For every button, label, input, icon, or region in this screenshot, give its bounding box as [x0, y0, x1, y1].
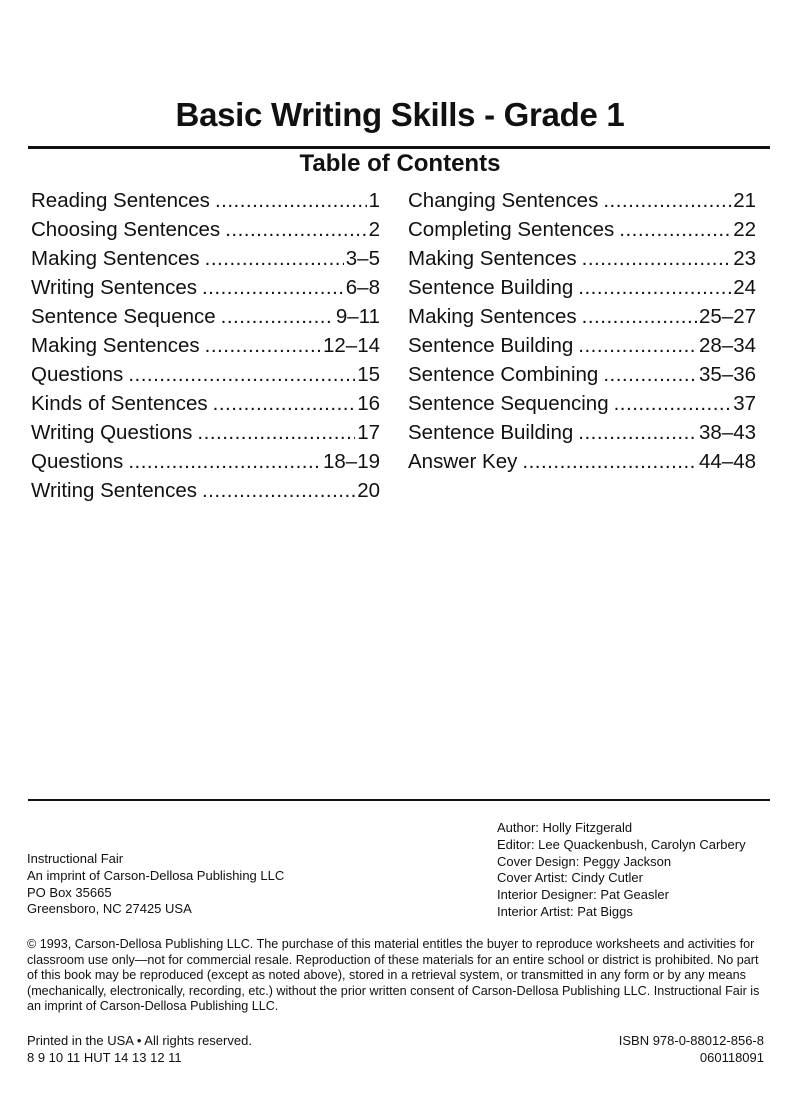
toc-entry-page: 17 — [357, 421, 380, 444]
toc-entry — [408, 305, 756, 334]
credits-list — [497, 820, 746, 921]
toc-entry — [408, 189, 756, 218]
dot-leader — [128, 450, 321, 474]
toc-entry — [31, 479, 380, 508]
dot-leader — [582, 247, 732, 271]
toc-entry-page: 22 — [733, 218, 756, 241]
toc-entry — [408, 334, 756, 363]
toc-entry — [31, 450, 380, 479]
toc-entry — [408, 218, 756, 247]
toc-entry-page: 1 — [368, 189, 380, 212]
credits-divider — [28, 799, 770, 801]
toc-entry-title: Questions — [31, 450, 124, 473]
toc-entry-page: 2 — [368, 218, 380, 241]
product-code: 060118091 — [699, 1049, 764, 1065]
toc-entry — [408, 392, 756, 421]
toc-entry-title: Completing Sentences — [408, 218, 615, 241]
toc-entry — [31, 334, 380, 363]
dot-leader — [205, 334, 321, 358]
toc-entry-title: Questions — [31, 363, 124, 386]
credit-cover-artist: Cover Artist: Cindy Cutler — [497, 870, 643, 886]
toc-entry-page: 37 — [733, 392, 756, 415]
toc-entry-title: Sentence Sequence — [31, 305, 216, 328]
toc-entry-title: Choosing Sentences — [31, 218, 221, 241]
toc-entry-page: 15 — [357, 363, 380, 386]
toc-entry — [408, 450, 756, 479]
dot-leader — [213, 392, 356, 416]
toc-entry-title: Making Sentences — [31, 247, 200, 270]
toc-entry-title: Sentence Combining — [408, 363, 599, 386]
dot-leader — [582, 305, 697, 329]
toc-entry — [408, 421, 756, 450]
address-line: Instructional Fair — [27, 851, 124, 866]
toc-entry-page: 6–8 — [345, 276, 380, 299]
toc-entry-title: Making Sentences — [31, 334, 200, 357]
toc-entry-page: 25–27 — [698, 305, 756, 328]
isbn-block — [619, 1033, 764, 1066]
toc-entry-page: 12–14 — [322, 334, 380, 357]
toc-entry-page: 18–19 — [322, 450, 380, 473]
toc-entry — [31, 363, 380, 392]
toc-entry-page: 16 — [357, 392, 380, 415]
address-line: Greensboro, NC 27425 USA — [27, 901, 192, 917]
dot-leader — [197, 421, 355, 445]
toc-entry — [31, 305, 380, 334]
toc-entry — [31, 247, 380, 276]
toc-entry-page: 9–11 — [335, 305, 380, 328]
dot-leader — [614, 392, 732, 416]
toc-entry-page: 35–36 — [698, 363, 756, 386]
toc-entry — [31, 392, 380, 421]
toc-entry-page: 3–5 — [345, 247, 380, 270]
dot-leader — [619, 218, 731, 242]
dot-leader — [221, 305, 334, 329]
toc-entry-title: Sentence Building — [408, 276, 574, 299]
toc-entry-page: 28–34 — [698, 334, 756, 357]
toc-entry — [31, 218, 380, 247]
toc-entry-title: Making Sentences — [408, 305, 577, 328]
toc-entry-title: Sentence Building — [408, 334, 574, 357]
dot-leader — [603, 189, 731, 213]
dot-leader — [578, 276, 731, 300]
dot-leader — [225, 218, 366, 242]
dot-leader — [202, 276, 344, 300]
toc-entry-title: Kinds of Sentences — [31, 392, 208, 415]
dot-leader — [205, 247, 344, 271]
address-line: PO Box 35665 — [27, 884, 112, 900]
dot-leader — [522, 450, 697, 474]
toc-entry-title: Changing Sentences — [408, 189, 599, 212]
dot-leader — [603, 363, 697, 387]
isbn: ISBN 978-0-88012-856-8 — [618, 1033, 764, 1048]
toc-entry-page: 21 — [733, 189, 756, 212]
toc-entry — [31, 189, 380, 218]
toc-entry-page: 23 — [733, 247, 756, 270]
title-divider — [28, 146, 770, 149]
copyright-notice: © 1993, Carson-Dellosa Publishing LLC. The purchase of this material entitles the buyer to reproduce worksheets and activities for classroom use only—not for commercial resale. Reproduction of these materials for an entire school or district is prohibited. No part of this book may be reproduced (except as noted above), stored in a retrieval system, or transmitted in any form or by any means (mechanically, electronically, recording, etc.) without the prior written consent of Carson-Dellosa Publishing LLC. Instructional Fair is an imprint of Carson-Dellosa Publishing LLC. — [27, 937, 760, 1014]
address-line: An imprint of Carson-Dellosa Publishing LLC — [27, 867, 285, 883]
toc-entry — [408, 247, 756, 276]
toc-heading: Table of Contents — [299, 150, 501, 177]
credit-editor: Editor: Lee Quackenbush, Carolyn Carbery — [497, 836, 746, 852]
dot-leader — [202, 479, 355, 503]
dot-leader — [578, 421, 697, 445]
dot-leader — [578, 334, 697, 358]
printed-line: Printed in the USA • All rights reserved. — [27, 1033, 252, 1048]
toc-entry-title: Sentence Building — [408, 421, 574, 444]
toc-entry — [31, 421, 380, 450]
credit-interior-designer: Interior Designer: Pat Geasler — [497, 887, 669, 903]
dot-leader — [215, 189, 367, 213]
print-info — [27, 1033, 252, 1066]
toc-entry-title: Reading Sentences — [31, 189, 210, 212]
toc-left-column — [31, 189, 380, 508]
credit-author: Author: Holly Fitzgerald — [497, 820, 633, 835]
toc-entry-page: 24 — [733, 276, 756, 299]
credit-cover-design: Cover Design: Peggy Jackson — [497, 853, 672, 869]
publisher-address — [27, 851, 284, 918]
toc-right-column — [408, 189, 756, 479]
toc-entry-title: Writing Sentences — [31, 276, 197, 299]
print-code: 8 9 10 11 HUT 14 13 12 11 — [27, 1049, 182, 1065]
toc-entry-title: Writing Sentences — [31, 479, 197, 502]
toc-entry-title: Writing Questions — [31, 421, 193, 444]
toc-entry-title: Making Sentences — [408, 247, 577, 270]
book-title: Basic Writing Skills - Grade 1 — [175, 96, 625, 133]
dot-leader — [128, 363, 355, 387]
toc-entry — [408, 363, 756, 392]
toc-entry-page: 20 — [357, 479, 380, 502]
toc-entry-page: 44–48 — [698, 450, 756, 473]
toc-entry-page: 38–43 — [698, 421, 756, 444]
toc-entry — [408, 276, 756, 305]
credit-interior-artist: Interior Artist: Pat Biggs — [497, 903, 633, 919]
toc-entry-title: Answer Key — [408, 450, 518, 473]
toc-entry-title: Sentence Sequencing — [408, 392, 609, 415]
toc-entry — [31, 276, 380, 305]
